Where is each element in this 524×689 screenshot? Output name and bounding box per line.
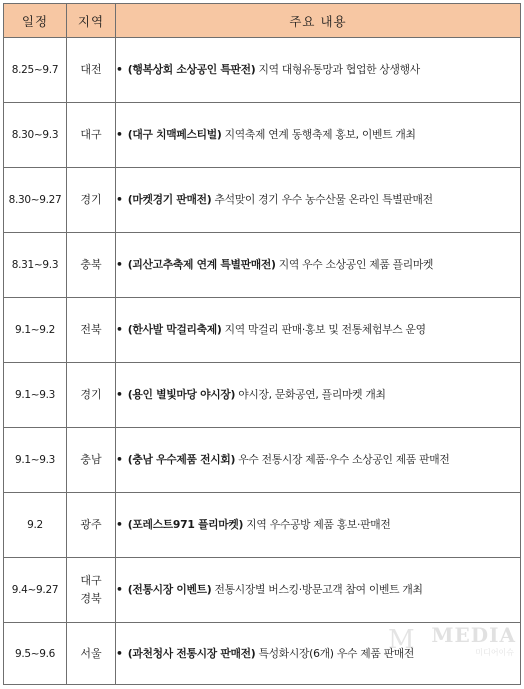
row-content <box>116 38 521 103</box>
table-row <box>4 558 521 623</box>
bullet-icon: • <box>116 646 123 660</box>
table-row <box>4 38 521 103</box>
row-date: 9.1~9.2 <box>4 298 67 363</box>
table-row <box>4 428 521 493</box>
table-row <box>4 168 521 233</box>
row-region: 대전 <box>67 38 116 103</box>
row-content <box>116 298 521 363</box>
row-content <box>116 493 521 558</box>
row-content <box>116 428 521 493</box>
row-date: 8.31~9.3 <box>4 233 67 298</box>
row-date: 8.25~9.7 <box>4 38 67 103</box>
watermark-logo-icon: M <box>388 625 415 655</box>
row-region <box>67 558 116 623</box>
row-region: 대구 <box>67 103 116 168</box>
watermark-text: MEDIA <box>431 623 516 647</box>
event-description: 추석맞이 경기 우수 농수산물 온라인 특별판매전 <box>214 193 433 206</box>
header-content: 주요 내용 <box>116 4 521 38</box>
event-title: (괴산고추축제 연계 특별판매전) <box>127 258 276 271</box>
row-date: 8.30~9.3 <box>4 103 67 168</box>
row-content <box>116 558 521 623</box>
table-row <box>4 493 521 558</box>
table-row <box>4 363 521 428</box>
row-date: 9.1~9.3 <box>4 363 67 428</box>
bullet-icon: • <box>116 388 123 401</box>
bullet-icon: • <box>116 323 123 336</box>
event-title: (마켓경기 판매전) <box>127 193 212 206</box>
table-row <box>4 298 521 363</box>
row-region: 서울 <box>67 623 116 685</box>
bullet-icon: • <box>116 518 123 531</box>
row-content <box>116 233 521 298</box>
row-region: 충남 <box>67 428 116 493</box>
event-description: 야시장, 문화공연, 플리마켓 개최 <box>238 388 386 401</box>
row-region: 경기 <box>67 363 116 428</box>
event-description: 지역축제 연계 동행축제 홍보, 이벤트 개최 <box>224 128 416 141</box>
table-row <box>4 103 521 168</box>
event-schedule-table <box>3 3 521 685</box>
row-region: 전북 <box>67 298 116 363</box>
row-date: 8.30~9.27 <box>4 168 67 233</box>
header-date: 일정 <box>4 4 67 38</box>
row-date: 9.5~9.6 <box>4 623 67 685</box>
bullet-icon: • <box>116 63 123 76</box>
event-title: (전통시장 이벤트) <box>127 583 212 596</box>
event-description: 우수 전통시장 제품·우수 소상공인 제품 판매전 <box>238 453 450 466</box>
table-row <box>4 233 521 298</box>
event-description: 지역 우수 소상공인 제품 플리마켓 <box>278 258 434 271</box>
event-description: 전통시장별 버스킹·방문고객 참여 이벤트 개최 <box>214 583 423 596</box>
row-region: 경기 <box>67 168 116 233</box>
table-header-row <box>4 4 521 38</box>
row-date: 9.2 <box>4 493 67 558</box>
event-description: 지역 우수공방 제품 홍보·판매전 <box>246 518 391 531</box>
event-title: (포레스트971 플리마켓) <box>127 518 244 531</box>
event-title: (충남 우수제품 전시회) <box>127 453 236 466</box>
row-content <box>116 363 521 428</box>
bullet-icon: • <box>116 258 123 271</box>
row-region: 충북 <box>67 233 116 298</box>
event-description: 지역 대형유통망과 협업한 상생행사 <box>258 63 420 76</box>
bullet-icon: • <box>116 583 123 596</box>
event-title: (과천청사 전통시장 판매전) <box>127 646 256 660</box>
watermark-subtext: 미디어이슈 <box>475 648 514 657</box>
event-title: (용인 별빛마당 야시장) <box>127 388 236 401</box>
event-title: (행복상회 소상공인 특판전) <box>127 63 256 76</box>
row-region: 광주 <box>67 493 116 558</box>
row-date: 9.4~9.27 <box>4 558 67 623</box>
region-line-2: 경북 <box>80 592 102 605</box>
table-row <box>4 623 521 685</box>
event-description: 지역 막걸리 판매·홍보 및 전통체험부스 운영 <box>224 323 426 336</box>
row-content <box>116 168 521 233</box>
bullet-icon: • <box>116 128 123 141</box>
region-line-1: 대구 <box>80 574 102 587</box>
header-region: 지역 <box>67 4 116 38</box>
event-description: 특성화시장(6개) 우수 제품 판매전 <box>258 646 414 660</box>
bullet-icon: • <box>116 193 123 206</box>
event-title: (대구 치맥페스티벌) <box>127 128 222 141</box>
row-date: 9.1~9.3 <box>4 428 67 493</box>
row-content <box>116 103 521 168</box>
event-title: (한사발 막걸리축제) <box>127 323 222 336</box>
row-content <box>116 623 521 685</box>
bullet-icon: • <box>116 453 123 466</box>
